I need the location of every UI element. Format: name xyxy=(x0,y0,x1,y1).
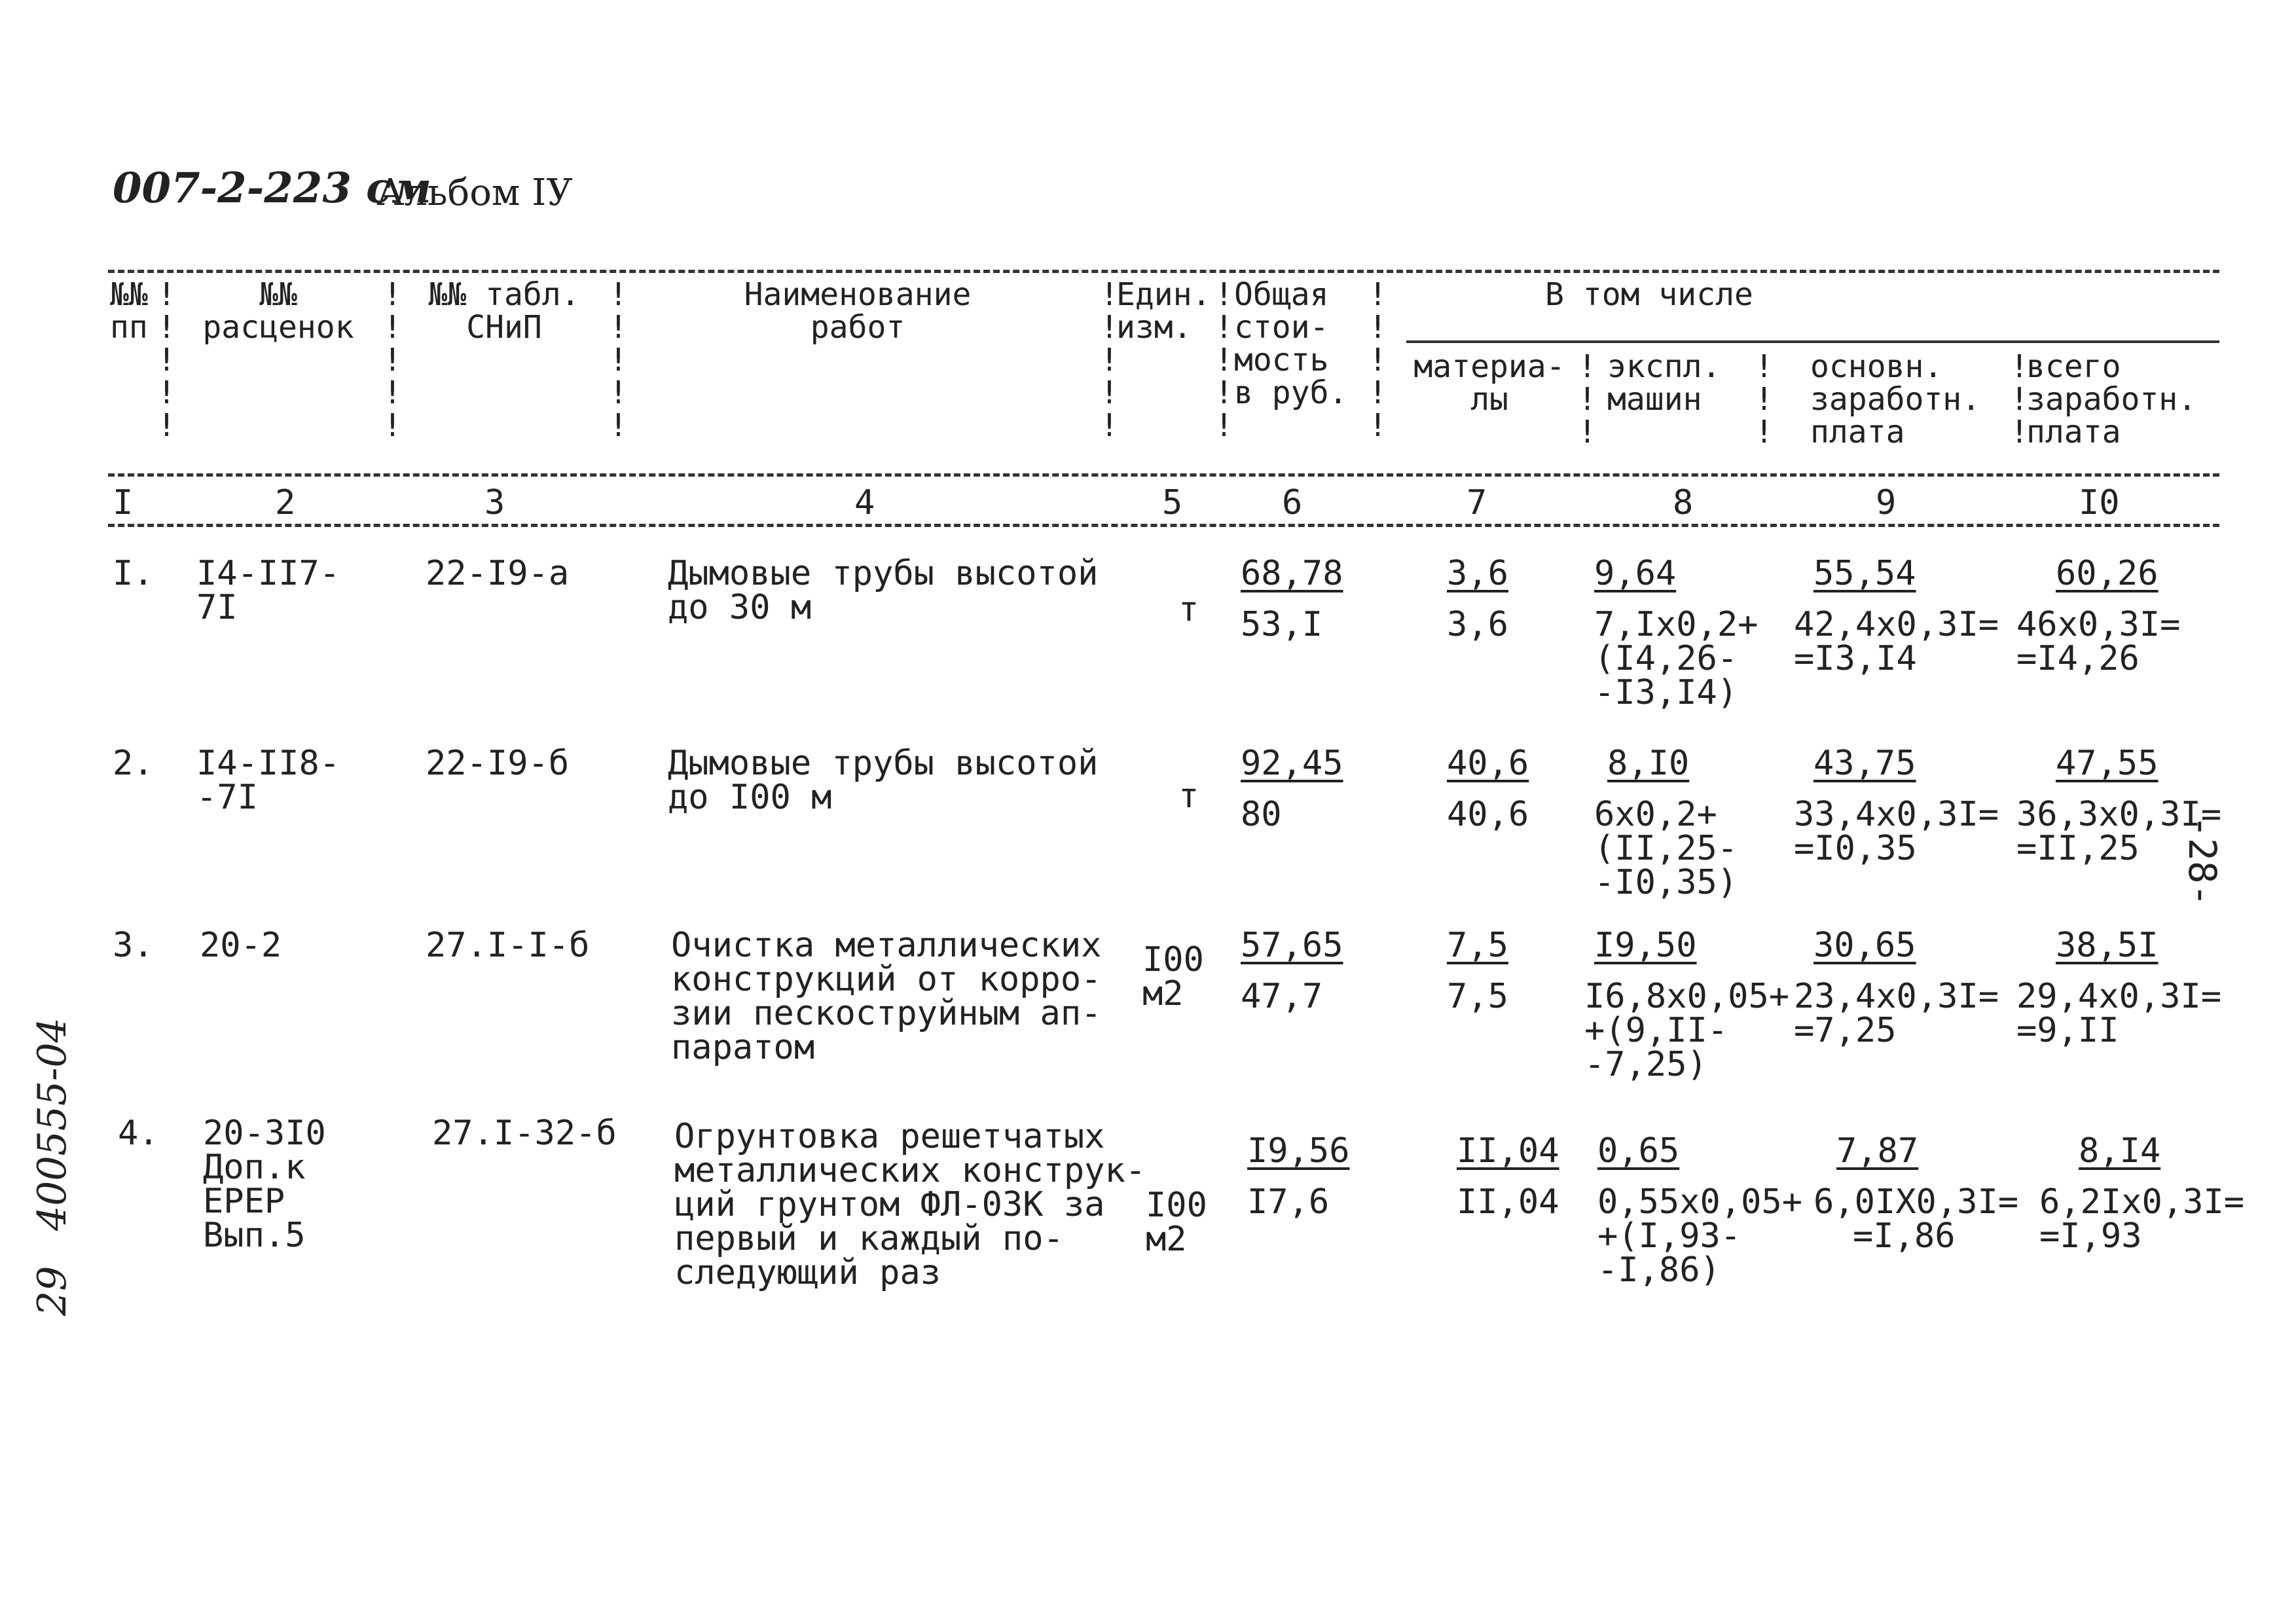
header-bottom-rule xyxy=(108,473,2219,477)
work-name: Дымовые трубы высотой до 30 м xyxy=(668,554,1099,627)
col-number-10: I0 xyxy=(2079,483,2120,522)
rate-code: I4-II7- 7I xyxy=(196,554,340,627)
header-total-wages: всего заработн. плата xyxy=(2026,348,2197,450)
snip-table: 27.I-I-б xyxy=(426,926,590,965)
unit: т xyxy=(1178,776,1199,816)
materials: II,04 II,04 xyxy=(1457,1131,1559,1222)
machines: 9,64 7,Iх0,2+ (I4,26- -I3,I4) xyxy=(1594,554,1758,712)
base-wages: 55,54 42,4х0,3I= =I3,I4 xyxy=(1794,554,1999,678)
row-number: I. xyxy=(113,554,154,593)
materials: 40,6 40,6 xyxy=(1447,744,1529,834)
unit: I00 м2 xyxy=(1146,1186,1207,1259)
document-code: 007-2-223 см xyxy=(113,164,431,213)
rate-code: I4-II8- -7I xyxy=(196,744,340,817)
total-cost: I9,56 I7,6 xyxy=(1247,1131,1350,1222)
col-number-7: 7 xyxy=(1467,483,1487,522)
header-machines: экспл. машин xyxy=(1607,348,1721,418)
base-wages: 30,65 23,4х0,3I= =7,25 xyxy=(1794,926,1999,1050)
materials: 7,5 7,5 xyxy=(1447,926,1508,1016)
total-wages: 8,I4 6,2Iх0,3I= =I,93 xyxy=(2039,1131,2245,1256)
table-top-rule xyxy=(108,270,2219,273)
total-cost: 92,45 80 xyxy=(1241,744,1343,834)
col-number-8: 8 xyxy=(1673,483,1694,522)
col-number-9: 9 xyxy=(1876,483,1897,522)
col-number-2: 2 xyxy=(275,483,296,522)
snip-table: 27.I-32-б xyxy=(432,1114,617,1153)
col-number-3: 3 xyxy=(484,483,505,522)
col-number-5: 5 xyxy=(1162,483,1183,522)
total-wages: 47,55 36,3х0,3I= =II,25 xyxy=(2016,744,2222,868)
group-divider-rule xyxy=(1406,340,2219,343)
column-number-rule xyxy=(108,524,2219,527)
header-snip-table: №№ табл. СНиП xyxy=(428,276,580,346)
machines: 8,I0 6х0,2+ (II,25- -I0,35) xyxy=(1594,744,1738,902)
header-including-group: В том числе xyxy=(1545,276,1753,313)
col-number-1: I xyxy=(113,483,134,522)
total-wages: 38,5I 29,4х0,3I= =9,II xyxy=(2016,926,2222,1050)
header-unit: Един. изм. xyxy=(1116,276,1211,346)
row-number: 4. xyxy=(118,1114,159,1153)
row-number: 3. xyxy=(113,926,154,965)
snip-table: 22-I9-а xyxy=(426,554,570,593)
machines: I9,50 I6,8х0,05+ +(9,II- -7,25) xyxy=(1584,926,1790,1084)
work-name: Дымовые трубы высотой до I00 м xyxy=(668,744,1099,817)
base-wages: 43,75 33,4х0,3I= =I0,35 xyxy=(1794,744,1999,868)
header-row-number: №№ пп xyxy=(110,276,148,346)
snip-table: 22-I9-б xyxy=(426,744,570,783)
header-base-wages: основн. заработн. плата xyxy=(1810,348,1981,450)
margin-page-number: 29 xyxy=(29,1266,75,1316)
col-number-6: 6 xyxy=(1282,483,1303,522)
rate-code: 20-3I0 Доп.к ЕРЕР Вып.5 xyxy=(203,1114,326,1255)
header-total-cost: Общая стои- мость в руб. xyxy=(1234,276,1348,411)
header-work-name: Наименование работ xyxy=(744,276,972,346)
album-label: Альбом IУ xyxy=(376,172,573,214)
materials: 3,6 3,6 xyxy=(1447,554,1508,644)
unit: т xyxy=(1178,590,1199,629)
margin-inventory-number: 400555-04 xyxy=(29,1017,75,1231)
work-name: Очистка металлических конструкций от корро- зии пескоструйным ап- паратом xyxy=(671,926,1102,1067)
machines: 0,65 0,55х0,05+ +(I,93- -I,86) xyxy=(1597,1131,1803,1290)
header-rate-code: №№ расценок xyxy=(202,276,354,346)
header-materials: материа- лы xyxy=(1413,348,1565,418)
col-number-4: 4 xyxy=(854,483,875,522)
base-wages: 7,87 6,0IХ0,3I= =I,86 xyxy=(1813,1131,2019,1256)
total-cost: 68,78 53,I xyxy=(1241,554,1343,644)
unit: I00 м2 xyxy=(1142,940,1204,1013)
row-number: 2. xyxy=(113,744,154,783)
rate-code: 20-2 xyxy=(200,926,282,965)
total-wages: 60,26 46х0,3I= =I4,26 xyxy=(2016,554,2181,678)
work-name: Огрунтовка решетчатых металлических конструк- ций грунтом ФЛ-03К за первый и каждый по- следующий раз xyxy=(674,1117,1146,1292)
side-page-number: -28- xyxy=(2180,815,2225,907)
total-cost: 57,65 47,7 xyxy=(1241,926,1343,1016)
